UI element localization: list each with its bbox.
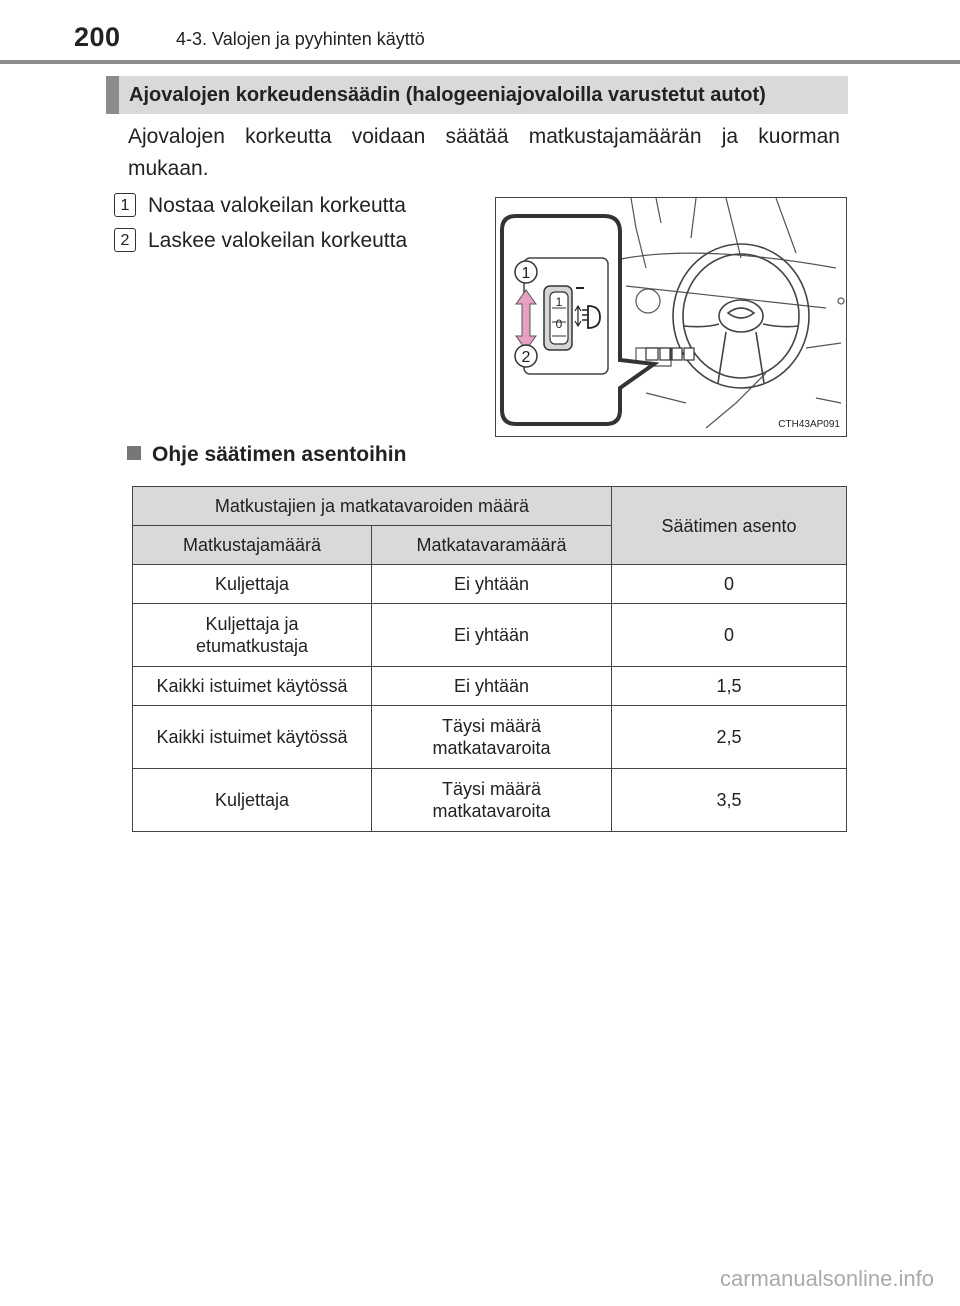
- list-item-raise: [114, 193, 406, 218]
- headlight-leveling-figure: [495, 197, 847, 437]
- table-row: [133, 769, 847, 832]
- position-cell: 2,5: [611, 706, 846, 769]
- table-row: [133, 565, 847, 604]
- occupants-cell: Kaikki istuimet käytössä: [133, 706, 372, 769]
- list-item-text: Laskee valokeilan korkeutta: [148, 229, 408, 252]
- position-cell: 3,5: [611, 769, 846, 832]
- subsection-heading-text: Ohje säätimen asentoihin: [152, 443, 407, 466]
- luggage-cell: Ei yhtään: [372, 565, 612, 604]
- chapter-title: 4-3. Valojen ja pyyhinten käyttö: [176, 29, 425, 49]
- group-header: Matkustajien ja matkatavaroiden määrä: [133, 487, 612, 526]
- position-cell: 0: [611, 565, 846, 604]
- occupants-cell: Kuljettaja: [133, 769, 372, 832]
- header-rule: [0, 60, 960, 64]
- table-row: [133, 604, 847, 667]
- list-item-text: Nostaa valokeilan korkeutta: [148, 194, 406, 217]
- subsection-heading: [127, 443, 406, 467]
- table-row: [133, 706, 847, 769]
- steering-wheel-icon: [673, 244, 809, 388]
- position-guide-table: [132, 486, 847, 832]
- luggage-cell: Täysi määrä matkatavaroita: [372, 706, 612, 769]
- occupants-header: Matkustajamäärä: [133, 526, 372, 565]
- luggage-cell: Täysi määrä matkatavaroita: [372, 769, 612, 832]
- occupants-cell: Kuljettaja: [133, 565, 372, 604]
- figure-code: CTH43AP091: [778, 419, 840, 430]
- occupants-cell: Kuljettaja ja etumatkustaja: [133, 604, 372, 667]
- position-cell: 1,5: [611, 667, 846, 706]
- watermark: carmanualsonline.info: [719, 1266, 934, 1291]
- square-bullet-icon: [127, 446, 141, 460]
- section-heading: Ajovalojen korkeudensäädin (halogeeniajovaloilla varustetut autot): [106, 76, 848, 114]
- number-badge-2: 2: [114, 228, 136, 252]
- number-badge-1: 1: [114, 193, 136, 217]
- luggage-header: Matkatavaramäärä: [372, 526, 612, 565]
- position-header: Säätimen asento: [611, 487, 846, 565]
- figure-illustration: [496, 198, 846, 436]
- callout-1-label: 1: [521, 265, 531, 282]
- occupants-cell: Kaikki istuimet käytössä: [133, 667, 372, 706]
- table-row: [133, 667, 847, 706]
- dial-mark-1: 1: [555, 295, 563, 309]
- position-cell: 0: [611, 604, 846, 667]
- intro-paragraph: Ajovalojen korkeutta voidaan säätää matkustajamäärän ja kuorman mukaan.: [128, 125, 840, 180]
- luggage-cell: Ei yhtään: [372, 667, 612, 706]
- list-item-lower: [114, 228, 407, 253]
- dial-mark-0: 0: [555, 317, 563, 331]
- callout-2-label: 2: [521, 349, 531, 366]
- page-number: 200: [74, 22, 121, 52]
- luggage-cell: Ei yhtään: [372, 604, 612, 667]
